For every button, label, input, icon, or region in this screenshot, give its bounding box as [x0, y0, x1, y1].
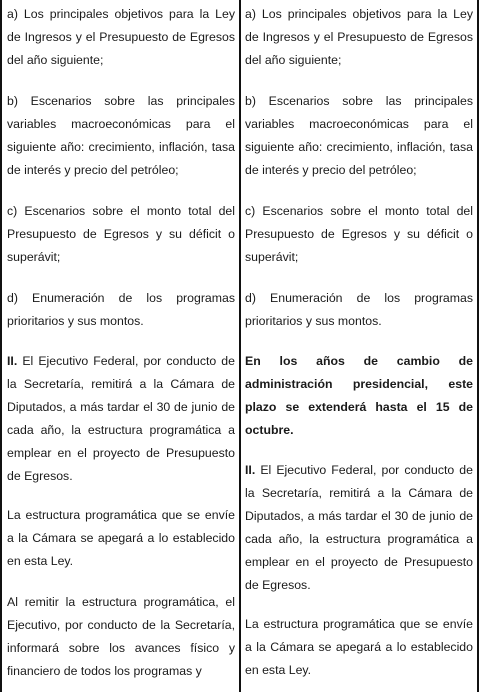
right-paragraph-ii-text: El Ejecutivo Federal, por conducto de la Secretaría, remitirá a la Cámara de Diputados, a más tardar el 30 de junio de cada año, la estructura programática a emplear en el proyecto de Presupuesto de Egresos. [245, 463, 473, 592]
left-paragraph-a: a) Los principales objetivos para la Ley de Ingresos y el Presupuesto de Egresos del año siguiente; [7, 7, 235, 67]
left-roman-numeral-ii: II. [7, 354, 18, 368]
left-paragraph-c: c) Escenarios sobre el monto total del Presupuesto de Egresos y su déficit o superávit; [7, 204, 235, 264]
left-paragraph-d: d) Enumeración de los programas prioritarios y sus montos. [7, 291, 235, 328]
left-paragraph-structure: La estructura programática que se envíe a la Cámara se apegará a lo establecido en esta Ley. [7, 508, 235, 568]
left-paragraph-remit: Al remitir la estructura programática, el Ejecutivo, por conducto de la Secretaría, informará sobre los avances físico y financiero de todos los programas y [7, 595, 235, 678]
right-paragraph-ii [245, 459, 473, 597]
table-border-right [477, 0, 479, 692]
right-paragraph-a: a) Los principales objetivos para la Ley de Ingresos y el Presupuesto de Egresos del año siguiente; [245, 7, 473, 67]
right-paragraph-c: c) Escenarios sobre el monto total del Presupuesto de Egresos y su déficit o superávit; [245, 204, 473, 264]
table-border-left [0, 0, 2, 692]
table-border-middle [239, 0, 241, 692]
right-paragraph-transition-note: En los años de cambio de administración presidencial, este plazo se extenderá hasta el 15 de octubre. [245, 354, 473, 437]
left-paragraph-b: b) Escenarios sobre las principales variables macroeconómicas para el siguiente año: crecimiento, inflación, tasa de interés y precio del petróleo; [7, 94, 235, 177]
right-roman-numeral-ii: II. [245, 463, 256, 477]
right-paragraph-structure: La estructura programática que se envíe a la Cámara se apegará a lo establecido en esta Ley. [245, 617, 473, 677]
left-paragraph-ii [7, 350, 235, 488]
left-paragraph-ii-text: El Ejecutivo Federal, por conducto de la Secretaría, remitirá a la Cámara de Diputados, a más tardar el 30 de junio de cada año, la estructura programática a emplear en el proyecto de Presupuesto de Egresos. [7, 354, 235, 483]
right-paragraph-d: d) Enumeración de los programas prioritarios y sus montos. [245, 291, 473, 328]
right-paragraph-b: b) Escenarios sobre las principales variables macroeconómicas para el siguiente año: crecimiento, inflación, tasa de interés y precio del petróleo; [245, 94, 473, 177]
